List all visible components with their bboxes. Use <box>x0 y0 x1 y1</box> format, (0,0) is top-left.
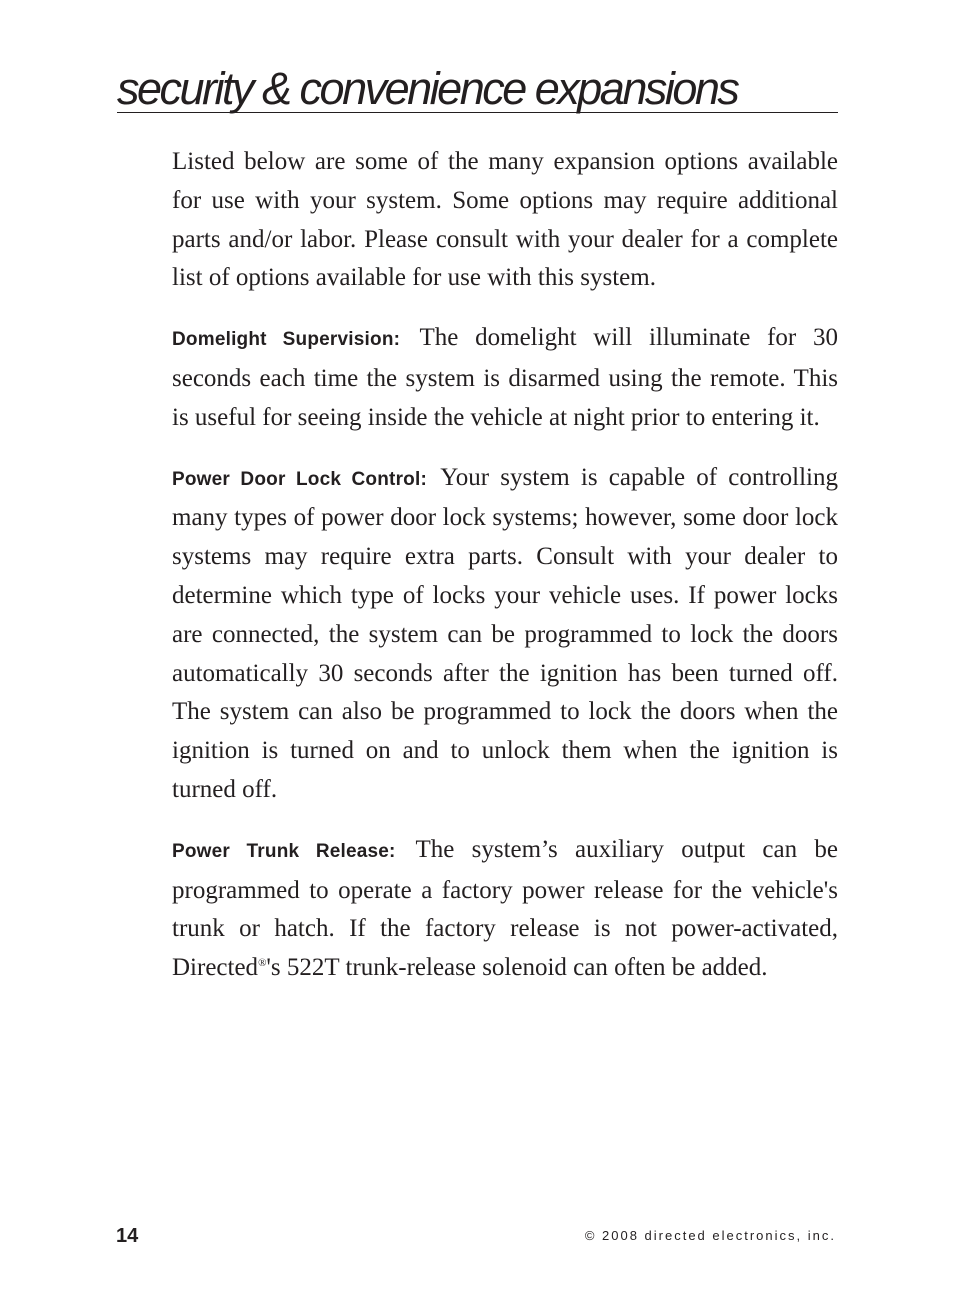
option-label: Power Door Lock Control: <box>172 468 427 490</box>
option-description: The domelight will illuminate for 30 seconds each time the system is disarmed using the remote. This is useful for seeing inside the vehicle at night prior to entering it. <box>172 324 839 431</box>
option-power-trunk-release <box>172 831 838 988</box>
page-title: security & convenience expansions <box>117 63 738 114</box>
registered-trademark-mark: ® <box>258 957 267 970</box>
title-underline <box>117 112 838 113</box>
option-description: Your system is capable of controlling many types of power door lock systems; however, some door lock systems may require extra parts. Consult with your dealer to determine which type of locks your vehicle uses. If power locks are connected, the system can be programmed to lock the doors automatically 30 seconds after the ignition has been turned off. The system can also be programmed to lock the doors when the ignition is turned on and to unlock them when the ignition is turned off. <box>172 463 839 803</box>
option-label: Power Trunk Release: <box>172 840 396 862</box>
option-label: Domelight Supervision: <box>172 329 401 351</box>
option-domelight-supervision <box>172 319 838 437</box>
option-power-door-lock-control <box>172 459 838 810</box>
copyright-notice: © 2008 directed electronics, inc. <box>584 1228 836 1243</box>
intro-paragraph: Listed below are some of the many expansion options available for use with your system. Some options may require additional parts and/or labor. Please consult with your dealer for a complete list of options available for use with this system. <box>172 148 838 292</box>
option-description: The system’s auxiliary output can be programmed to operate a factory power release for the vehicle's trunk or hatch. If the factory release is not power-activated, Directed <box>172 835 838 982</box>
option-description-continued: 's 522T trunk-release solenoid can often be added. <box>266 954 768 982</box>
page-number: 14 <box>116 1225 139 1247</box>
body-copy <box>172 143 838 1009</box>
